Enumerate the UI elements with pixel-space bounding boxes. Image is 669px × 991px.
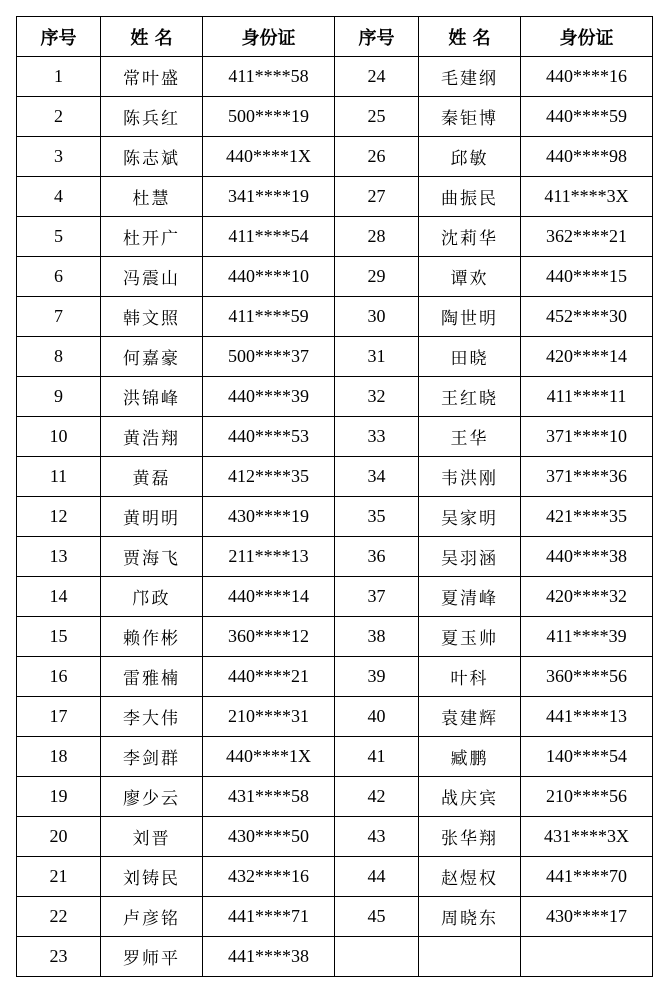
row-id-cell: 440****14	[203, 577, 335, 617]
row-no-cell: 42	[335, 777, 419, 817]
row-id-cell: 421****35	[521, 497, 653, 537]
row-no-cell: 2	[17, 97, 101, 137]
row-no-cell: 7	[17, 297, 101, 337]
row-no-cell: 43	[335, 817, 419, 857]
row-no-cell: 38	[335, 617, 419, 657]
row-no-cell: 19	[17, 777, 101, 817]
row-id-cell: 440****59	[521, 97, 653, 137]
row-name-cell: 赵煜权	[419, 857, 521, 897]
row-no-cell: 10	[17, 417, 101, 457]
row-name-cell: 贾海飞	[101, 537, 203, 577]
row-name-cell: 冯震山	[101, 257, 203, 297]
row-no-cell: 40	[335, 697, 419, 737]
table-row	[17, 177, 653, 217]
row-name-cell	[419, 937, 521, 977]
row-no-cell: 5	[17, 217, 101, 257]
row-name-cell: 李大伟	[101, 697, 203, 737]
row-no-cell: 34	[335, 457, 419, 497]
row-id-cell: 430****50	[203, 817, 335, 857]
row-name-cell: 常叶盛	[101, 57, 203, 97]
row-id-cell: 210****56	[521, 777, 653, 817]
row-name-cell: 雷雅楠	[101, 657, 203, 697]
table-row	[17, 777, 653, 817]
row-name-cell: 黄明明	[101, 497, 203, 537]
row-no-cell: 26	[335, 137, 419, 177]
row-id-cell: 210****31	[203, 697, 335, 737]
row-name-cell: 刘铸民	[101, 857, 203, 897]
row-id-cell: 420****32	[521, 577, 653, 617]
row-id-cell: 341****19	[203, 177, 335, 217]
row-id-cell: 452****30	[521, 297, 653, 337]
row-no-cell: 6	[17, 257, 101, 297]
row-name-cell: 谭欢	[419, 257, 521, 297]
row-id-cell: 211****13	[203, 537, 335, 577]
table-row	[17, 417, 653, 457]
row-id-cell: 440****39	[203, 377, 335, 417]
table-row	[17, 97, 653, 137]
row-id-cell: 360****56	[521, 657, 653, 697]
row-no-cell: 23	[17, 937, 101, 977]
row-id-cell: 411****11	[521, 377, 653, 417]
table-row	[17, 497, 653, 537]
row-id-cell: 411****39	[521, 617, 653, 657]
row-name-cell: 叶科	[419, 657, 521, 697]
row-name-cell: 陈兵红	[101, 97, 203, 137]
table-row	[17, 937, 653, 977]
row-name-cell: 王红晓	[419, 377, 521, 417]
header-id-right: 身份证	[521, 17, 653, 57]
row-no-cell: 35	[335, 497, 419, 537]
row-id-cell: 140****54	[521, 737, 653, 777]
table-row	[17, 657, 653, 697]
header-no-right: 序号	[335, 17, 419, 57]
row-no-cell: 12	[17, 497, 101, 537]
row-no-cell: 29	[335, 257, 419, 297]
table-row	[17, 297, 653, 337]
row-name-cell: 廖少云	[101, 777, 203, 817]
row-id-cell: 430****17	[521, 897, 653, 937]
row-no-cell: 30	[335, 297, 419, 337]
row-id-cell: 441****38	[203, 937, 335, 977]
header-no-left: 序号	[17, 17, 101, 57]
row-id-cell: 440****15	[521, 257, 653, 297]
table-row	[17, 897, 653, 937]
row-name-cell: 何嘉豪	[101, 337, 203, 377]
row-id-cell: 441****71	[203, 897, 335, 937]
header-name-left: 姓 名	[101, 17, 203, 57]
row-id-cell: 440****10	[203, 257, 335, 297]
row-no-cell: 9	[17, 377, 101, 417]
row-name-cell: 韩文照	[101, 297, 203, 337]
row-id-cell: 441****70	[521, 857, 653, 897]
row-no-cell: 39	[335, 657, 419, 697]
row-no-cell: 13	[17, 537, 101, 577]
row-no-cell: 25	[335, 97, 419, 137]
row-name-cell: 袁建辉	[419, 697, 521, 737]
row-no-cell: 14	[17, 577, 101, 617]
row-id-cell: 440****1X	[203, 737, 335, 777]
row-name-cell: 战庆宾	[419, 777, 521, 817]
row-name-cell: 臧鹏	[419, 737, 521, 777]
row-id-cell: 431****3X	[521, 817, 653, 857]
row-no-cell: 11	[17, 457, 101, 497]
row-no-cell: 8	[17, 337, 101, 377]
row-no-cell: 24	[335, 57, 419, 97]
row-no-cell: 15	[17, 617, 101, 657]
row-name-cell: 韦洪刚	[419, 457, 521, 497]
row-name-cell: 罗师平	[101, 937, 203, 977]
row-id-cell: 411****3X	[521, 177, 653, 217]
row-id-cell: 440****38	[521, 537, 653, 577]
row-name-cell: 沈莉华	[419, 217, 521, 257]
row-id-cell: 500****19	[203, 97, 335, 137]
table-row	[17, 577, 653, 617]
row-no-cell: 32	[335, 377, 419, 417]
row-no-cell: 27	[335, 177, 419, 217]
row-name-cell: 李剑群	[101, 737, 203, 777]
row-no-cell: 3	[17, 137, 101, 177]
row-id-cell: 440****98	[521, 137, 653, 177]
row-name-cell: 杜开广	[101, 217, 203, 257]
row-no-cell: 37	[335, 577, 419, 617]
row-name-cell: 卢彦铭	[101, 897, 203, 937]
table-row	[17, 217, 653, 257]
row-id-cell: 360****12	[203, 617, 335, 657]
table-row	[17, 617, 653, 657]
row-name-cell: 黄浩翔	[101, 417, 203, 457]
row-id-cell: 431****58	[203, 777, 335, 817]
row-no-cell: 18	[17, 737, 101, 777]
roster-table	[16, 16, 653, 977]
header-row	[17, 17, 653, 57]
row-name-cell: 赖作彬	[101, 617, 203, 657]
row-name-cell: 田晓	[419, 337, 521, 377]
row-id-cell: 362****21	[521, 217, 653, 257]
row-id-cell: 441****13	[521, 697, 653, 737]
row-name-cell: 周晓东	[419, 897, 521, 937]
row-name-cell: 洪锦峰	[101, 377, 203, 417]
row-id-cell: 420****14	[521, 337, 653, 377]
row-no-cell: 41	[335, 737, 419, 777]
row-name-cell: 邝政	[101, 577, 203, 617]
table-row	[17, 697, 653, 737]
row-no-cell: 16	[17, 657, 101, 697]
table-row	[17, 57, 653, 97]
row-no-cell: 36	[335, 537, 419, 577]
table-row	[17, 817, 653, 857]
table-row	[17, 457, 653, 497]
table-row	[17, 857, 653, 897]
row-id-cell: 440****16	[521, 57, 653, 97]
row-name-cell: 王华	[419, 417, 521, 457]
row-name-cell: 邱敏	[419, 137, 521, 177]
header-name-right: 姓 名	[419, 17, 521, 57]
row-name-cell: 杜慧	[101, 177, 203, 217]
row-name-cell: 陶世明	[419, 297, 521, 337]
row-name-cell: 刘晋	[101, 817, 203, 857]
row-name-cell: 夏清峰	[419, 577, 521, 617]
row-id-cell	[521, 937, 653, 977]
row-no-cell	[335, 937, 419, 977]
row-id-cell: 500****37	[203, 337, 335, 377]
row-no-cell: 28	[335, 217, 419, 257]
row-no-cell: 20	[17, 817, 101, 857]
row-id-cell: 411****54	[203, 217, 335, 257]
row-no-cell: 17	[17, 697, 101, 737]
row-id-cell: 412****35	[203, 457, 335, 497]
table-row	[17, 137, 653, 177]
row-id-cell: 411****58	[203, 57, 335, 97]
row-no-cell: 1	[17, 57, 101, 97]
table-row	[17, 337, 653, 377]
table-row	[17, 377, 653, 417]
table-row	[17, 257, 653, 297]
row-no-cell: 33	[335, 417, 419, 457]
roster-body	[17, 57, 653, 977]
row-name-cell: 张华翔	[419, 817, 521, 857]
row-no-cell: 45	[335, 897, 419, 937]
row-no-cell: 21	[17, 857, 101, 897]
row-no-cell: 4	[17, 177, 101, 217]
header-id-left: 身份证	[203, 17, 335, 57]
row-name-cell: 吴羽涵	[419, 537, 521, 577]
row-id-cell: 411****59	[203, 297, 335, 337]
row-id-cell: 440****21	[203, 657, 335, 697]
row-name-cell: 毛建纲	[419, 57, 521, 97]
row-name-cell: 夏玉帅	[419, 617, 521, 657]
row-name-cell: 秦钜博	[419, 97, 521, 137]
row-name-cell: 吴家明	[419, 497, 521, 537]
row-id-cell: 430****19	[203, 497, 335, 537]
row-name-cell: 陈志斌	[101, 137, 203, 177]
row-name-cell: 曲振民	[419, 177, 521, 217]
row-id-cell: 440****1X	[203, 137, 335, 177]
row-no-cell: 31	[335, 337, 419, 377]
row-id-cell: 371****36	[521, 457, 653, 497]
table-row	[17, 537, 653, 577]
row-id-cell: 371****10	[521, 417, 653, 457]
row-id-cell: 432****16	[203, 857, 335, 897]
row-id-cell: 440****53	[203, 417, 335, 457]
row-no-cell: 44	[335, 857, 419, 897]
row-no-cell: 22	[17, 897, 101, 937]
table-row	[17, 737, 653, 777]
row-name-cell: 黄磊	[101, 457, 203, 497]
